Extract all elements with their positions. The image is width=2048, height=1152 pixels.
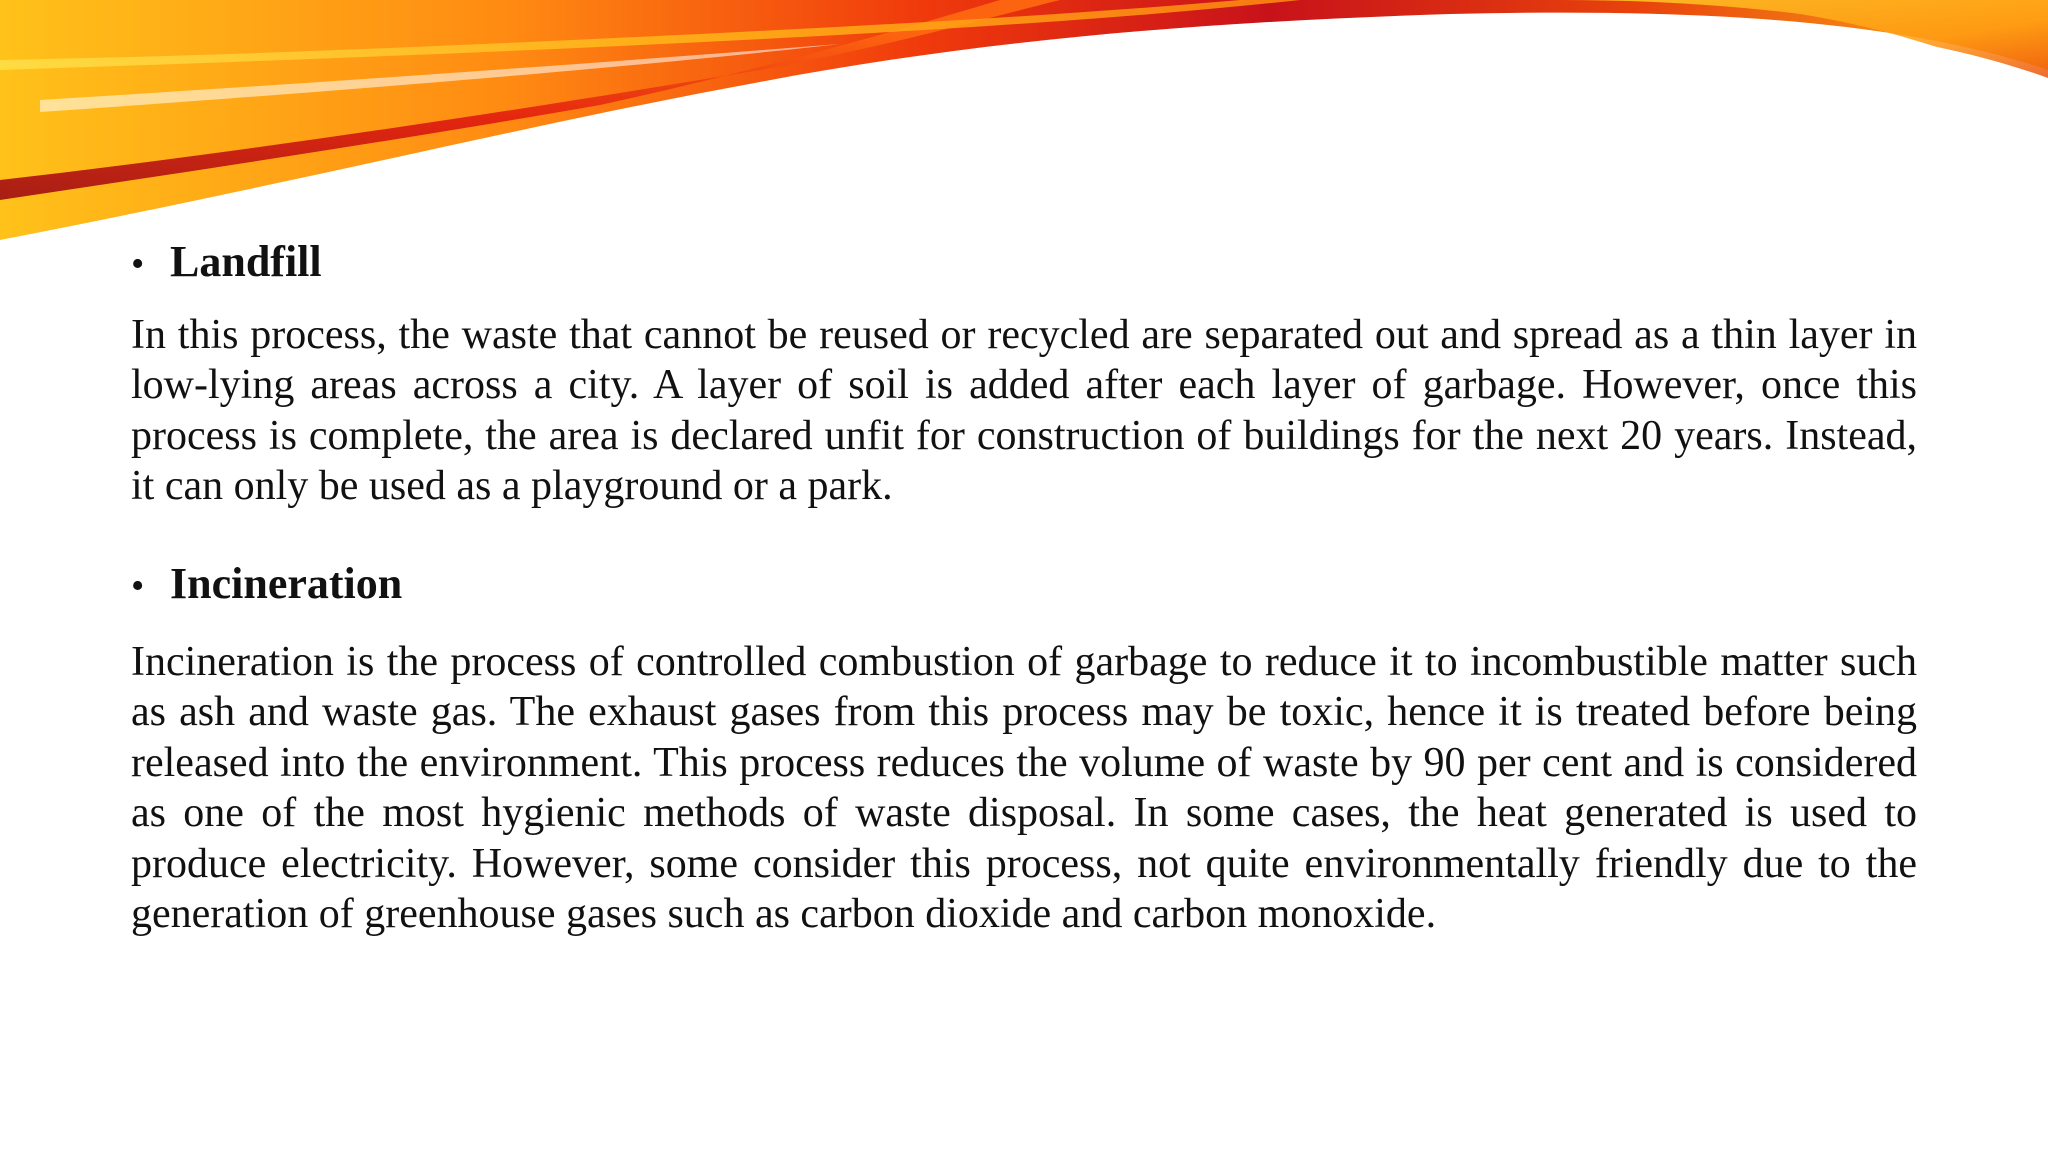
section-heading: Incineration xyxy=(170,558,403,608)
section-heading-row xyxy=(131,558,1917,611)
section-incineration xyxy=(131,558,1917,940)
bullet-icon: • xyxy=(131,564,145,607)
slide-content xyxy=(131,236,1917,940)
section-paragraph: In this process, the waste that cannot be reused or recycled are separated out and spread as a thin layer in low-lying areas across a city. A layer of soil is added after each layer of garbage. However, once this process is complete, the area is declared unfit for construction of buildings for the next 20 years. Instead, it can only be used as a playground or a park. xyxy=(131,311,1917,510)
section-paragraph: Incineration is the process of controlled combustion of garbage to reduce it to incombustible matter such as ash and waste gas. The exhaust gases from this process may be toxic, hence it is treated before being released into the environment. This process reduces the volume of waste by 90 per cent and is considered as one of the most hygienic methods of waste disposal. In some cases, the heat generated is used to produce electricity. However, some consider this process, not quite environmentally friendly due to the generation of greenhouse gases such as carbon dioxide and carbon monoxide. xyxy=(131,638,1917,938)
bullet-icon: • xyxy=(131,243,145,285)
decorative-swoosh-banner xyxy=(0,0,2048,260)
section-heading-row xyxy=(131,236,1917,289)
section-landfill xyxy=(131,236,1917,512)
section-heading: Landfill xyxy=(170,237,322,286)
